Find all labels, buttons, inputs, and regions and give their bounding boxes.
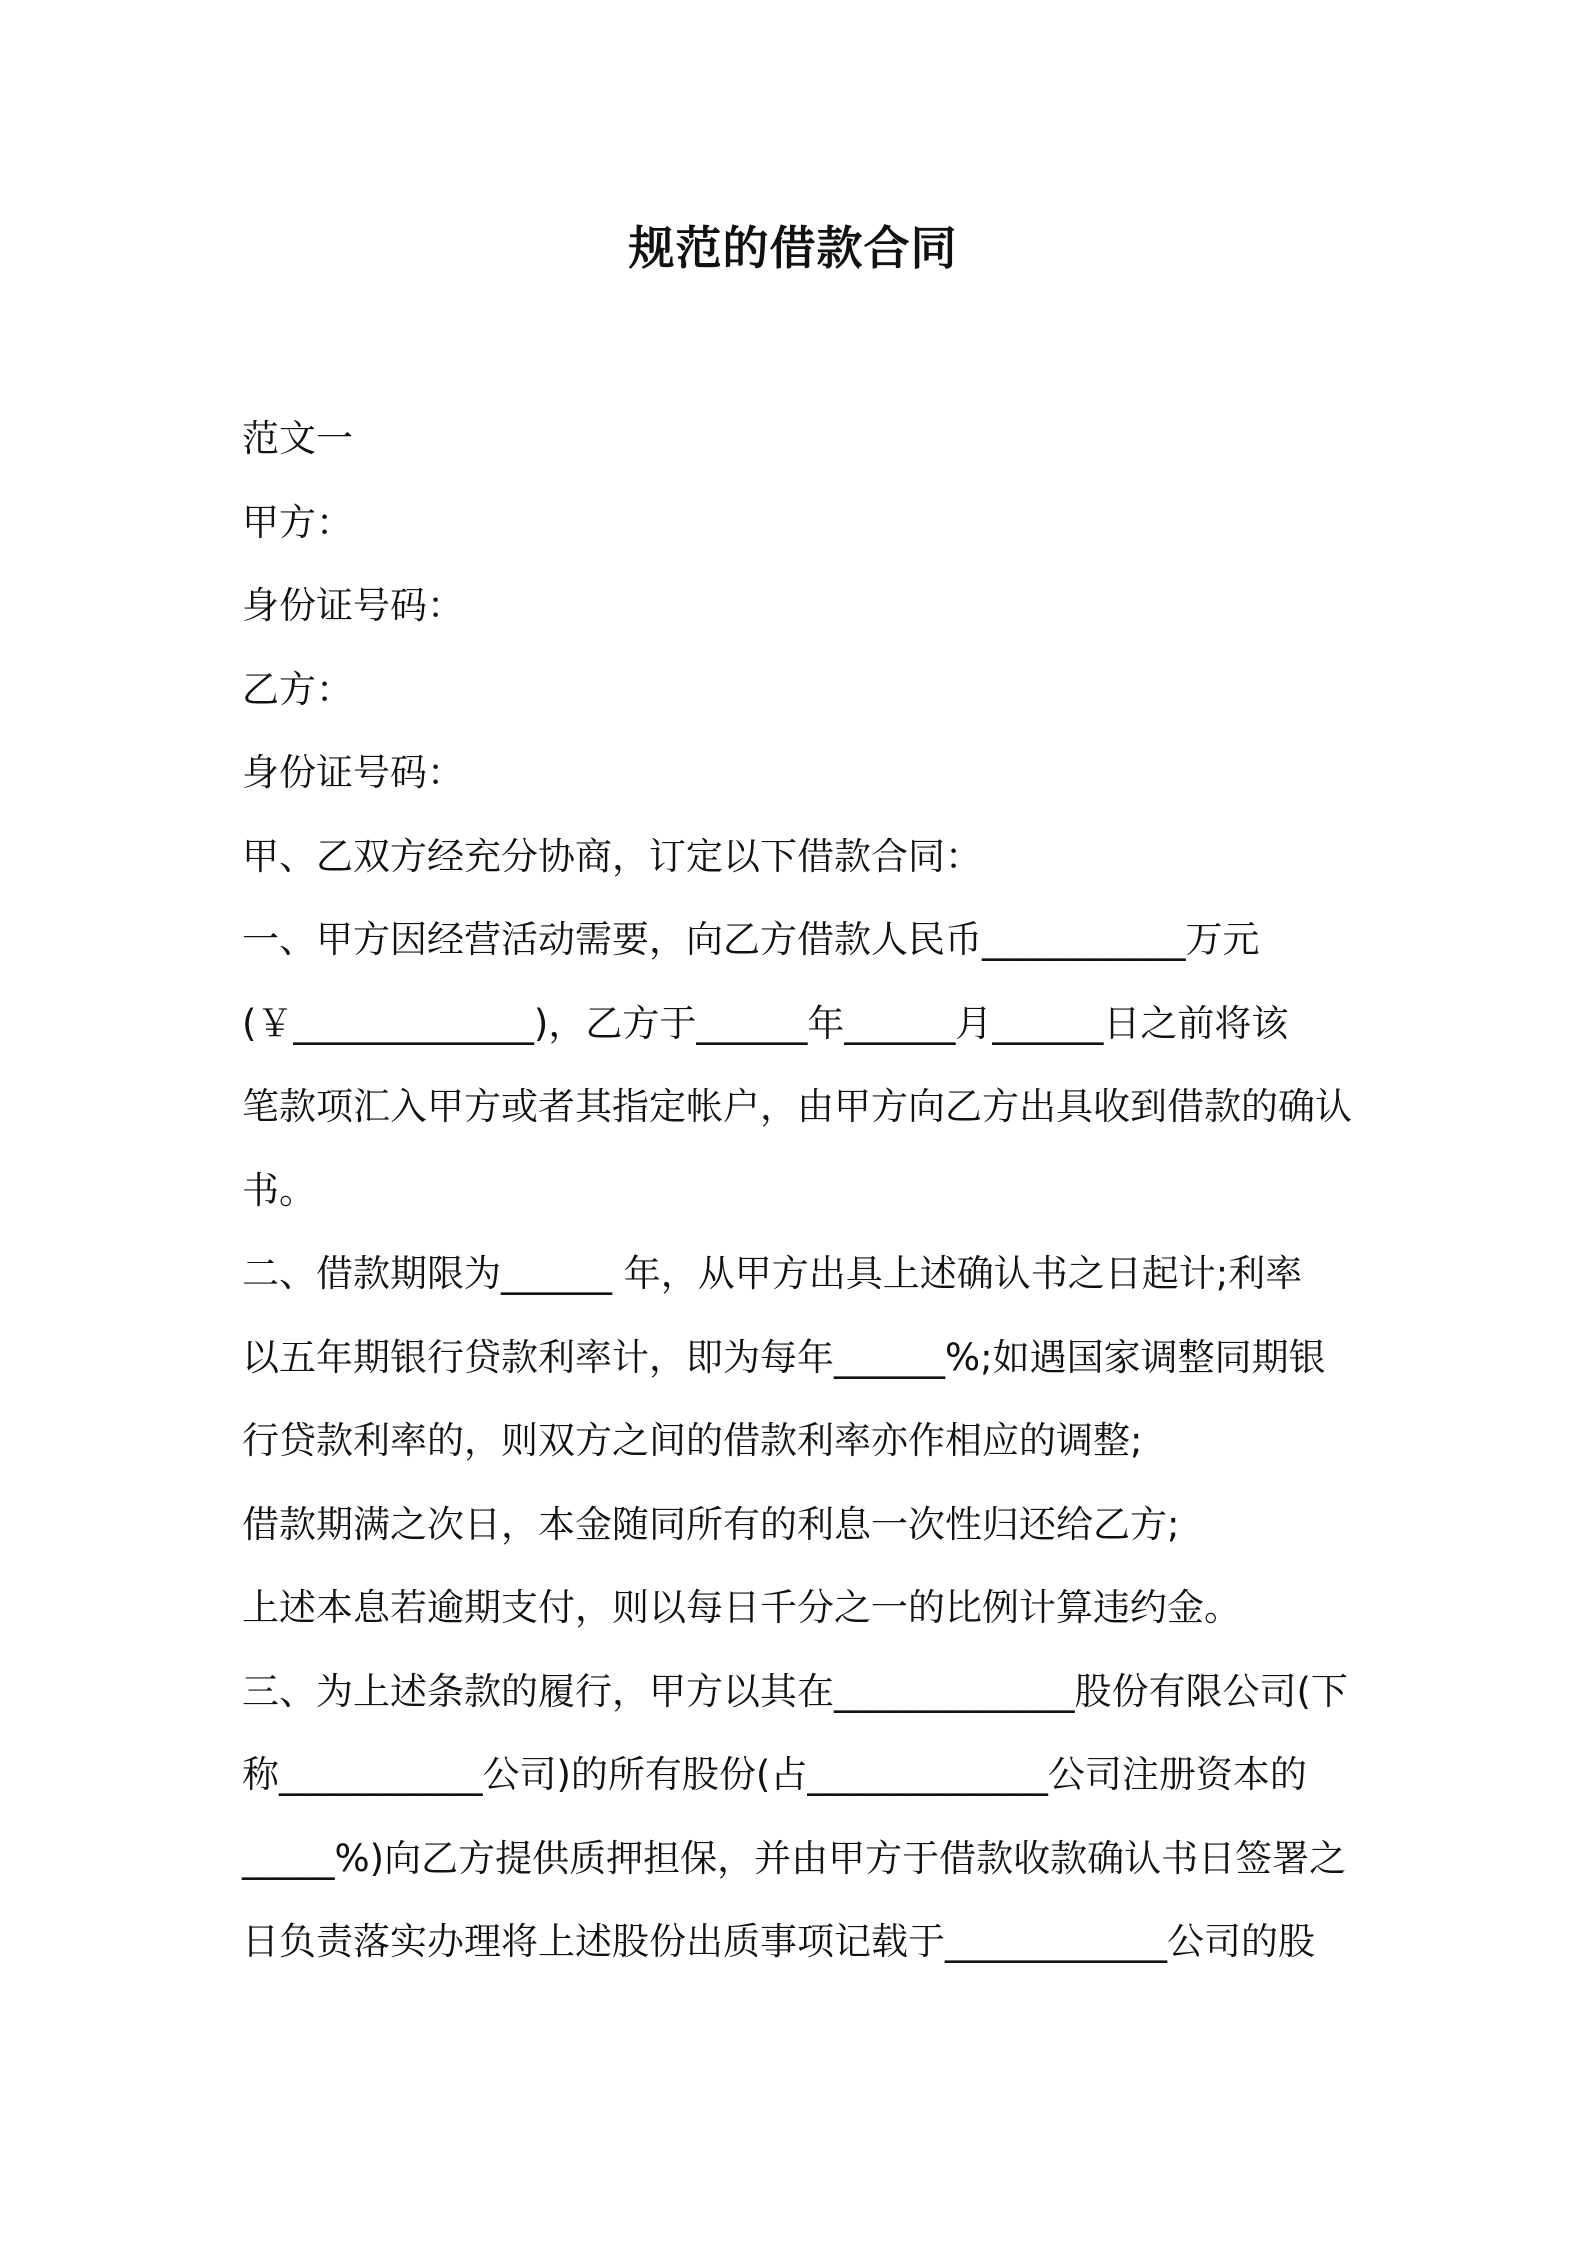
clause-line: (￥_____________)，乙方于______年______月______日之前将该 xyxy=(242,1001,1289,1045)
clause-line: 笔款项汇入甲方或者其指定帐户，由甲方向乙方出具收到借款的确认 xyxy=(242,1085,1352,1128)
document-body xyxy=(242,397,1362,1984)
agreement-intro: 甲、乙双方经充分协商，订定以下借款合同： xyxy=(242,834,982,878)
clause-line: 上述本息若逾期支付，则以每日千分之一的比例计算违约金。 xyxy=(242,1586,1241,1629)
party-b-label: 乙方： xyxy=(242,667,353,711)
clause-line: 一、甲方因经营活动需要，向乙方借款人民币___________万元 xyxy=(242,918,1260,961)
party-b-id-label: 身份证号码： xyxy=(242,751,464,794)
clause-line: 以五年期银行贷款利率计，即为每年______%;如遇国家调整同期银 xyxy=(242,1335,1326,1379)
clause-line: _____%)向乙方提供质押担保，并由甲方于借款收款确认书日签署之 xyxy=(242,1836,1347,1880)
clause-line: 行贷款利率的，则双方之间的借款利率亦作相应的调整; xyxy=(242,1419,1143,1462)
clause-line: 书。 xyxy=(242,1168,316,1212)
clause-line: 二、借款期限为______ 年，从甲方出具上述确认书之日起计;利率 xyxy=(242,1252,1303,1295)
clause-line: 日负责落实办理将上述股份出质事项记载于____________公司的股 xyxy=(242,1920,1315,1963)
clause-line: 三、为上述条款的履行，甲方以其在_____________股份有限公司(下 xyxy=(242,1669,1348,1713)
clause-line: 借款期满之次日，本金随同所有的利息一次性归还给乙方; xyxy=(242,1502,1180,1546)
section-heading: 范文一 xyxy=(242,417,353,460)
party-a-id-label: 身份证号码： xyxy=(242,584,464,627)
document-title: 规范的借款合同 xyxy=(628,221,958,275)
clause-line: 称___________公司)的所有股份(占_____________公司注册资本的 xyxy=(242,1753,1307,1796)
party-a-label: 甲方： xyxy=(242,500,353,544)
